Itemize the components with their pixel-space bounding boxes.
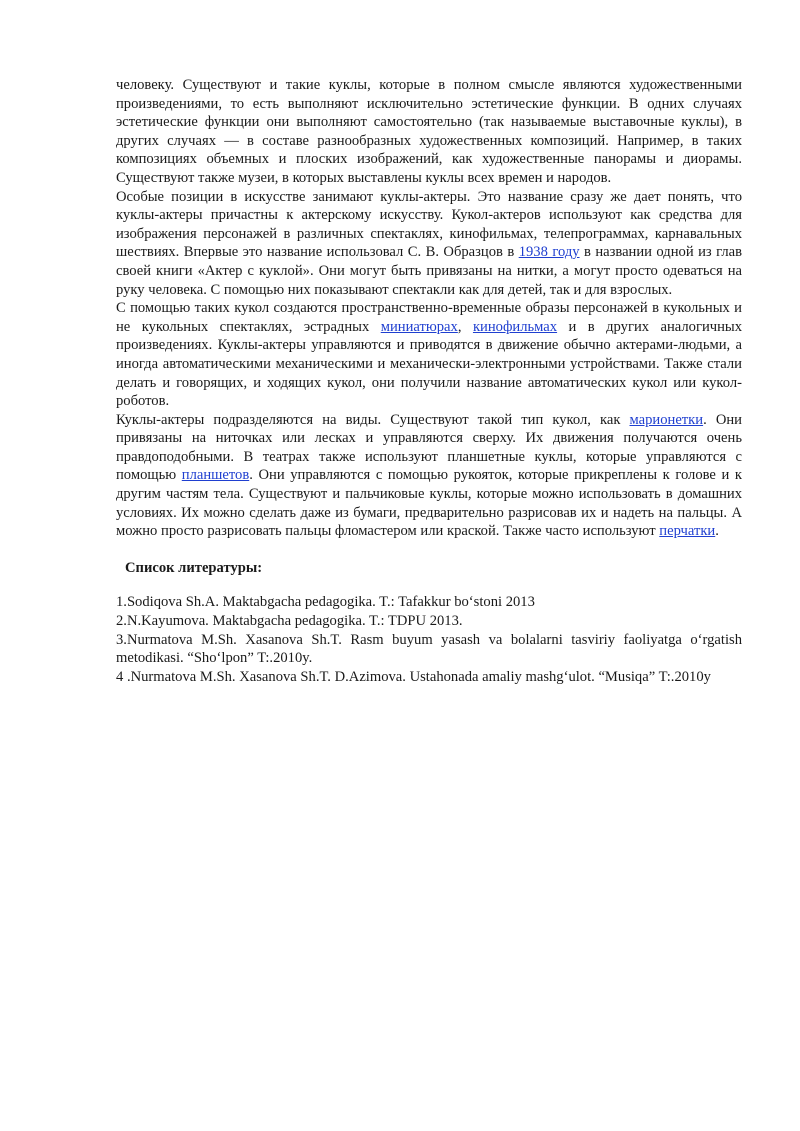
inline-link[interactable]: миниатюрах [380, 318, 458, 335]
text-run: Куклы-актеры подразделяются на виды. Существуют такой тип кукол, как [116, 411, 630, 428]
text-run: , [457, 318, 473, 335]
reference-item: 4 .Nurmatova M.Sh. Xasanova Sh.T. D.Azimova. Ustahonada amaliy mashg‘ulot. “Musiqa” T:.2010y [116, 668, 711, 685]
inline-link[interactable]: кинофильмах [472, 318, 558, 335]
body-text [116, 76, 742, 541]
inline-link[interactable]: перчатки [659, 523, 716, 540]
document-page [116, 76, 742, 686]
paragraph [116, 411, 742, 541]
paragraph [116, 76, 742, 188]
inline-link[interactable]: 1938 году [518, 244, 580, 261]
text-run: и в других аналогичных произведениях. Куклы-актеры управляются и приводятся в движение обычно актерами-людьми, а иногда автоматическими механическими и механически-электронными устройствами. Также стали делать и говорящих, и ходящих кукол, они получили название автоматических кукол или кукол-роботов. [116, 318, 743, 410]
text-run: . Они управляются с помощью рукояток, которые прикреплены к голове и к другим частям тела. Существуют и пальчиковые куклы, которые можно использовать в домашних условиях. Их можно сделать даже из бумаги, предварительно разрисовав их и надеть на пальцы. А можно просто разрисовать пальцы фломастером или краской. Также часто используют [116, 467, 742, 540]
text-run: . Они привязаны на ниточках или лесках и управляются сверху. Их движения получаются очень правдоподобными. В театрах также используют планшетные куклы, которые управляются с помощью [116, 411, 742, 484]
paragraph [116, 299, 742, 411]
inline-link[interactable]: планшетов [181, 467, 250, 484]
reference-item: 1.Sodiqova Sh.A. Maktabgacha pedagogika. T.: Tafakkur bo‘stoni 2013 [116, 594, 535, 611]
reference-item: 3.Nurmatova M.Sh. Xasanova Sh.T. Rasm buyum yasash va bolalarni tasviriy faoliyatga o‘rgatish metodikasi. “Sho‘lpon” T:.2010y. [116, 631, 742, 667]
text-run: человеку. Существуют и такие куклы, которые в полном смысле являются художественными произведениями, то есть выполняют исключительно эстетические функции. В одних случаях эстетические функции они выполняют самостоятельно (так называемые выставочные куклы), в других случаях — в составе разнообразных художественных композиций. Например, в таких композициях объемных и плоских изображений, как художественные панорамы и диорамы. Существуют также музеи, в которых выставлены куклы всех времен и народов. [116, 77, 742, 186]
references-list [116, 593, 742, 686]
paragraph [116, 188, 742, 300]
references-title: Список литературы: [125, 559, 263, 576]
text-run: Особые позиции в искусстве занимают куклы-актеры. Это название сразу же дает понять, что куклы-актеры причастны к актерскому искусству. Кукол-актеров используют как средства для изображения персонажей в различных спектаклях, кинофильмах, телепрограммах, карнавальных шествиях. Впервые это название использовал С. В. Образцов в [116, 188, 742, 261]
text-run: в названии одной из глав своей книги «Актер с куклой». Они могут быть привязаны на нитки, а могут просто одеваться на руку человека. С помощью них показывают спектакли как для детей, так и для взрослых. [116, 244, 742, 298]
text-run: С помощью таких кукол создаются пространственно-временные образы персонажей в кукольных и не кукольных спектаклях, эстрадных [116, 300, 742, 335]
inline-link[interactable]: марионетки [629, 411, 704, 428]
reference-item: 2.N.Kayumova. Maktabgacha pedagogika. T.: TDPU 2013. [116, 613, 463, 630]
text-run: . [715, 523, 719, 540]
